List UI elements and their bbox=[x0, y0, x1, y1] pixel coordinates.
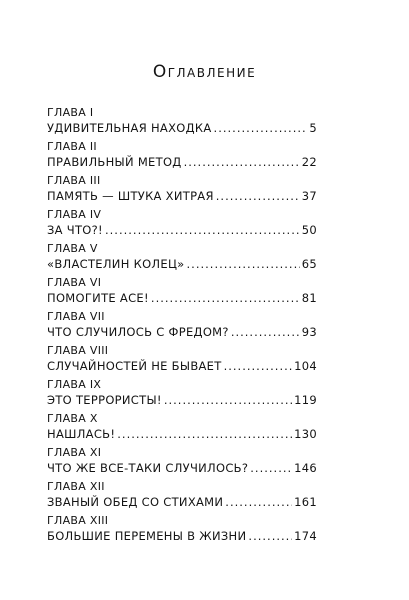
page-number: 93 bbox=[301, 325, 317, 339]
chapter-line bbox=[47, 120, 317, 136]
toc-entry bbox=[47, 378, 317, 412]
toc-entry bbox=[47, 276, 317, 310]
chapter-title: ПОМОГИТЕ АСЕ! bbox=[47, 291, 149, 305]
dot-leader bbox=[105, 222, 300, 238]
chapter-label: ГЛАВА III bbox=[47, 174, 101, 187]
page-number: 130 bbox=[294, 427, 317, 441]
page-number: 37 bbox=[301, 189, 317, 203]
toc-entry bbox=[47, 412, 317, 446]
table-of-contents bbox=[47, 106, 317, 548]
chapter-label: ГЛАВА IX bbox=[47, 378, 102, 391]
chapter-line bbox=[47, 188, 317, 204]
dot-leader bbox=[117, 426, 292, 442]
chapter-label: ГЛАВА XI bbox=[47, 446, 102, 459]
chapter-title: ЗВАНЫЙ ОБЕД СО СТИХАМИ bbox=[47, 495, 224, 509]
page-number: 161 bbox=[294, 495, 317, 509]
chapter-title: «ВЛАСТЕЛИН КОЛЕЦ» bbox=[47, 257, 185, 271]
toc-entry bbox=[47, 446, 317, 480]
chapter-label: ГЛАВА XIII bbox=[47, 514, 109, 527]
chapter-line bbox=[47, 324, 317, 340]
page-number: 104 bbox=[294, 359, 317, 373]
chapter-title: ЗА ЧТО?! bbox=[47, 223, 103, 237]
chapter-title: БОЛЬШИЕ ПЕРЕМЕНЫ В ЖИЗНИ bbox=[47, 529, 247, 543]
chapter-label: ГЛАВА IV bbox=[47, 208, 102, 221]
chapter-label: ГЛАВА VII bbox=[47, 310, 105, 323]
dot-leader bbox=[224, 358, 293, 374]
chapter-line bbox=[47, 528, 317, 544]
page-number: 22 bbox=[301, 155, 317, 169]
dot-leader bbox=[151, 290, 300, 306]
chapter-line bbox=[47, 392, 317, 408]
chapter-title: НАШЛАСЬ! bbox=[47, 427, 116, 441]
page-number: 65 bbox=[301, 257, 317, 271]
toc-entry bbox=[47, 310, 317, 344]
chapter-line bbox=[47, 494, 317, 510]
dot-leader bbox=[250, 460, 292, 476]
dot-leader bbox=[184, 154, 300, 170]
chapter-label: ГЛАВА I bbox=[47, 106, 94, 119]
chapter-line bbox=[47, 256, 317, 272]
chapter-title: ЭТО ТЕРРОРИСТЫ! bbox=[47, 393, 162, 407]
chapter-line bbox=[47, 154, 317, 170]
page-number: 146 bbox=[294, 461, 317, 475]
toc-entry bbox=[47, 174, 317, 208]
chapter-label: ГЛАВА VI bbox=[47, 276, 102, 289]
page-title: Оглавление bbox=[152, 62, 257, 82]
chapter-title: ЧТО ЖЕ ВСЕ-ТАКИ СЛУЧИЛОСЬ? bbox=[47, 461, 249, 475]
chapter-title: ПАМЯТЬ — ШТУКА ХИТРАЯ bbox=[47, 189, 214, 203]
toc-entry bbox=[47, 480, 317, 514]
dot-leader bbox=[216, 188, 300, 204]
chapter-title: СЛУЧАЙНОСТЕЙ НЕ БЫВАЕТ bbox=[47, 359, 222, 373]
chapter-line bbox=[47, 222, 317, 238]
toc-entry bbox=[47, 514, 317, 548]
chapter-line bbox=[47, 358, 317, 374]
chapter-label: ГЛАВА VIII bbox=[47, 344, 109, 357]
dot-leader bbox=[248, 528, 292, 544]
dot-leader bbox=[187, 256, 300, 272]
page-number: 81 bbox=[301, 291, 317, 305]
chapter-label: ГЛАВА X bbox=[47, 412, 98, 425]
page-number: 174 bbox=[294, 529, 317, 543]
chapter-line bbox=[47, 426, 317, 442]
page-number: 50 bbox=[301, 223, 317, 237]
chapter-label: ГЛАВА V bbox=[47, 242, 98, 255]
chapter-line bbox=[47, 460, 317, 476]
chapter-title: УДИВИТЕЛЬНАЯ НАХОДКА bbox=[47, 121, 212, 135]
toc-entry bbox=[47, 106, 317, 140]
chapter-label: ГЛАВА II bbox=[47, 140, 97, 153]
toc-entry bbox=[47, 242, 317, 276]
chapter-label: ГЛАВА XII bbox=[47, 480, 105, 493]
toc-entry bbox=[47, 344, 317, 378]
dot-leader bbox=[164, 392, 292, 408]
page-number: 119 bbox=[294, 393, 317, 407]
toc-entry bbox=[47, 208, 317, 242]
chapter-title: ЧТО СЛУЧИЛОСЬ С ФРЕДОМ? bbox=[47, 325, 229, 339]
page-number: 5 bbox=[309, 121, 317, 135]
dot-leader bbox=[231, 324, 300, 340]
chapter-title: ПРАВИЛЬНЫЙ МЕТОД bbox=[47, 155, 182, 169]
toc-entry bbox=[47, 140, 317, 174]
dot-leader bbox=[225, 494, 292, 510]
chapter-line bbox=[47, 290, 317, 306]
dot-leader bbox=[214, 120, 308, 136]
